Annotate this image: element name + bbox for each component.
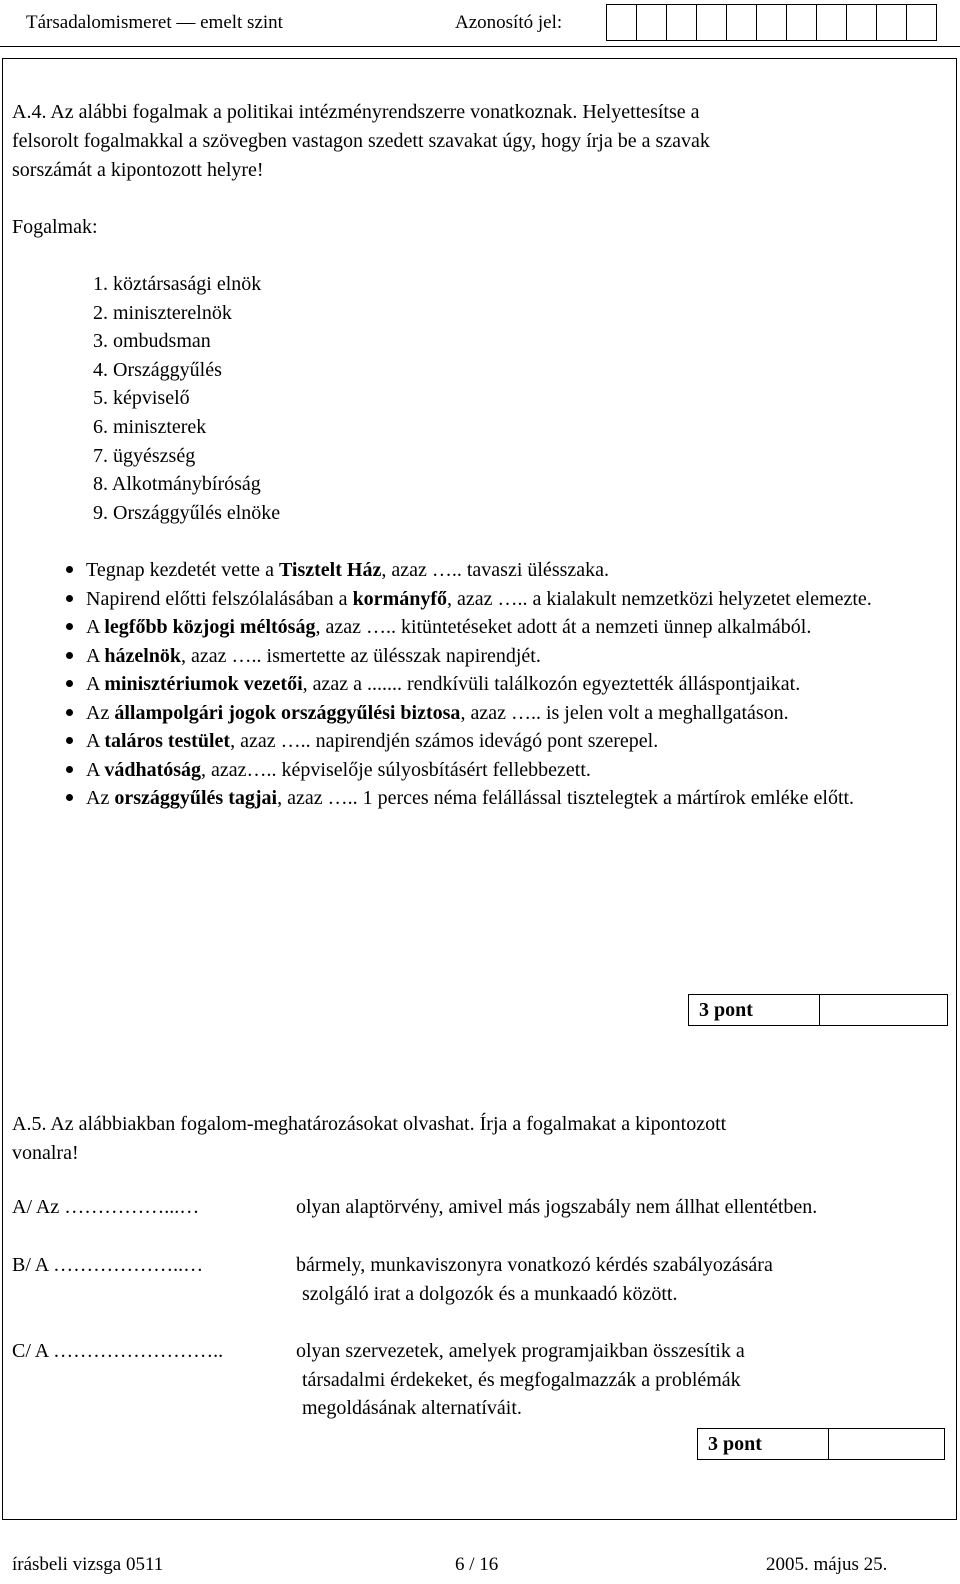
subject-title: Társadalomismeret — emelt szint xyxy=(26,12,283,33)
a5-score-box xyxy=(697,1428,945,1460)
sentence-item: A házelnök, azaz ….. ismertette az ülésszak napirendjét. xyxy=(66,642,926,671)
sentence-item: Az állampolgári jogok országgyűlési biztosa, azaz ….. is jelen volt a meghallgatáson. xyxy=(66,699,926,728)
concept-item: 8. Alkotmánybíróság xyxy=(93,473,261,496)
concept-item: 3. ombudsman xyxy=(93,330,211,353)
concepts-list xyxy=(93,270,280,527)
id-boxes[interactable] xyxy=(607,4,937,41)
bold-term: Tisztelt Ház xyxy=(278,559,382,581)
id-box[interactable] xyxy=(906,4,937,41)
sentence-item: Napirend előtti felszólalásában a kormányfő, azaz ….. a kialakult nemzetközi helyzetet elemezte. xyxy=(66,585,926,614)
bold-term: házelnök xyxy=(104,644,182,667)
id-box[interactable] xyxy=(876,4,907,41)
id-box[interactable] xyxy=(666,4,697,41)
bold-term: taláros testület xyxy=(104,730,231,752)
a4-instruction-line1: A.4. Az alábbi fogalmak a politikai intézményrendszerre vonatkoznak. Helyettesítse a xyxy=(12,101,700,123)
definition-a-text: olyan alaptörvény, amivel más jogszabály nem állhat ellentétben. xyxy=(296,1196,818,1218)
definition-c-text-line3: megoldásának alternatíváit. xyxy=(302,1397,522,1419)
footer-page-number: 6 / 16 xyxy=(455,1554,499,1575)
concept-item: 6. miniszterek xyxy=(93,415,207,438)
id-box[interactable] xyxy=(696,4,727,41)
score-label: 3 pont xyxy=(689,995,820,1025)
a4-instruction-line2: felsorolt fogalmakkal a szövegben vastagon szedett szavakat úgy, hogy írja be a szavak xyxy=(12,130,710,152)
concepts-heading: Fogalmak: xyxy=(12,216,98,238)
sentence-item: Tegnap kezdetét vette a Tisztelt Ház, azaz ….. tavaszi ülésszaka. xyxy=(66,556,926,585)
header-divider xyxy=(0,46,960,47)
bold-term: minisztériumok vezetői xyxy=(104,673,303,695)
sentence-item: A legfőbb közjogi méltóság, azaz ….. kitüntetéseket adott át a nemzeti ünnep alkalmából. xyxy=(66,613,926,642)
id-box[interactable] xyxy=(816,4,847,41)
concept-item: 5. képviselő xyxy=(93,387,190,410)
concept-item: 9. Országgyűlés elnöke xyxy=(93,501,281,524)
id-box[interactable] xyxy=(606,4,637,41)
definition-c-text-line1: olyan szervezetek, amelyek programjaikban összesítik a xyxy=(296,1340,745,1362)
definition-b-text-line1: bármely, munkaviszonyra vonatkozó kérdés szabályozására xyxy=(296,1254,773,1276)
definition-c-text-line2: társadalmi érdekeket, és megfogalmazzák a problémák xyxy=(302,1369,741,1391)
sentence-list xyxy=(66,556,926,813)
bold-term: állampolgári jogok országgyűlési biztosa xyxy=(114,701,461,724)
concept-item: 7. ügyészség xyxy=(93,444,196,467)
sentence-item: A taláros testület, azaz ….. napirendjén számos idevágó pont szerepel. xyxy=(66,727,926,756)
bold-term: kormányfő xyxy=(352,587,448,610)
concept-item: 2. miniszterelnök xyxy=(93,301,232,324)
sentence-item: A minisztériumok vezetői, azaz a ....... rendkívüli találkozón egyeztették álláspontjaikat. xyxy=(66,670,926,699)
score-label: 3 pont xyxy=(698,1429,829,1459)
bold-term: legfőbb közjogi méltóság xyxy=(104,616,316,638)
bold-term: országgyűlés tagjai xyxy=(114,787,278,809)
id-box[interactable] xyxy=(636,4,667,41)
score-field[interactable] xyxy=(820,995,947,1025)
concept-item: 1. köztársasági elnök xyxy=(93,273,262,295)
score-field[interactable] xyxy=(829,1429,944,1459)
sentence-item: Az országgyűlés tagjai, azaz ….. 1 perces néma felállással tisztelegtek a mártírok emléke előtt. xyxy=(66,784,926,813)
sentence-item: A vádhatóság, azaz….. képviselője súlyosbításért fellebbezett. xyxy=(66,756,926,785)
definition-a-prefix[interactable]: A/ Az ……………...… xyxy=(12,1196,200,1218)
definition-c-prefix[interactable]: C/ A …………………….. xyxy=(12,1340,224,1362)
concept-item: 4. Országgyűlés xyxy=(93,358,222,381)
a4-instruction-line3: sorszámát a kipontozott helyre! xyxy=(12,159,264,181)
id-box[interactable] xyxy=(846,4,877,41)
footer-date: 2005. május 25. xyxy=(766,1554,888,1575)
a5-instruction-line1: A.5. Az alábbiakban fogalom-meghatározásokat olvashat. Írja a fogalmakat a kipontozott xyxy=(12,1113,727,1135)
id-label: Azonosító jel: xyxy=(455,12,563,33)
page-header xyxy=(0,0,960,48)
a5-instruction-line2: vonalra! xyxy=(12,1142,79,1164)
id-box[interactable] xyxy=(756,4,787,41)
id-box[interactable] xyxy=(786,4,817,41)
a4-score-box xyxy=(688,994,948,1026)
footer-exam-code: írásbeli vizsga 0511 xyxy=(12,1554,164,1575)
id-box[interactable] xyxy=(726,4,757,41)
definition-b-prefix[interactable]: B/ A ………………..… xyxy=(12,1254,204,1276)
bold-term: vádhatóság xyxy=(104,758,202,781)
definition-b-text-line2: szolgáló irat a dolgozók és a munkaadó között. xyxy=(302,1283,678,1305)
